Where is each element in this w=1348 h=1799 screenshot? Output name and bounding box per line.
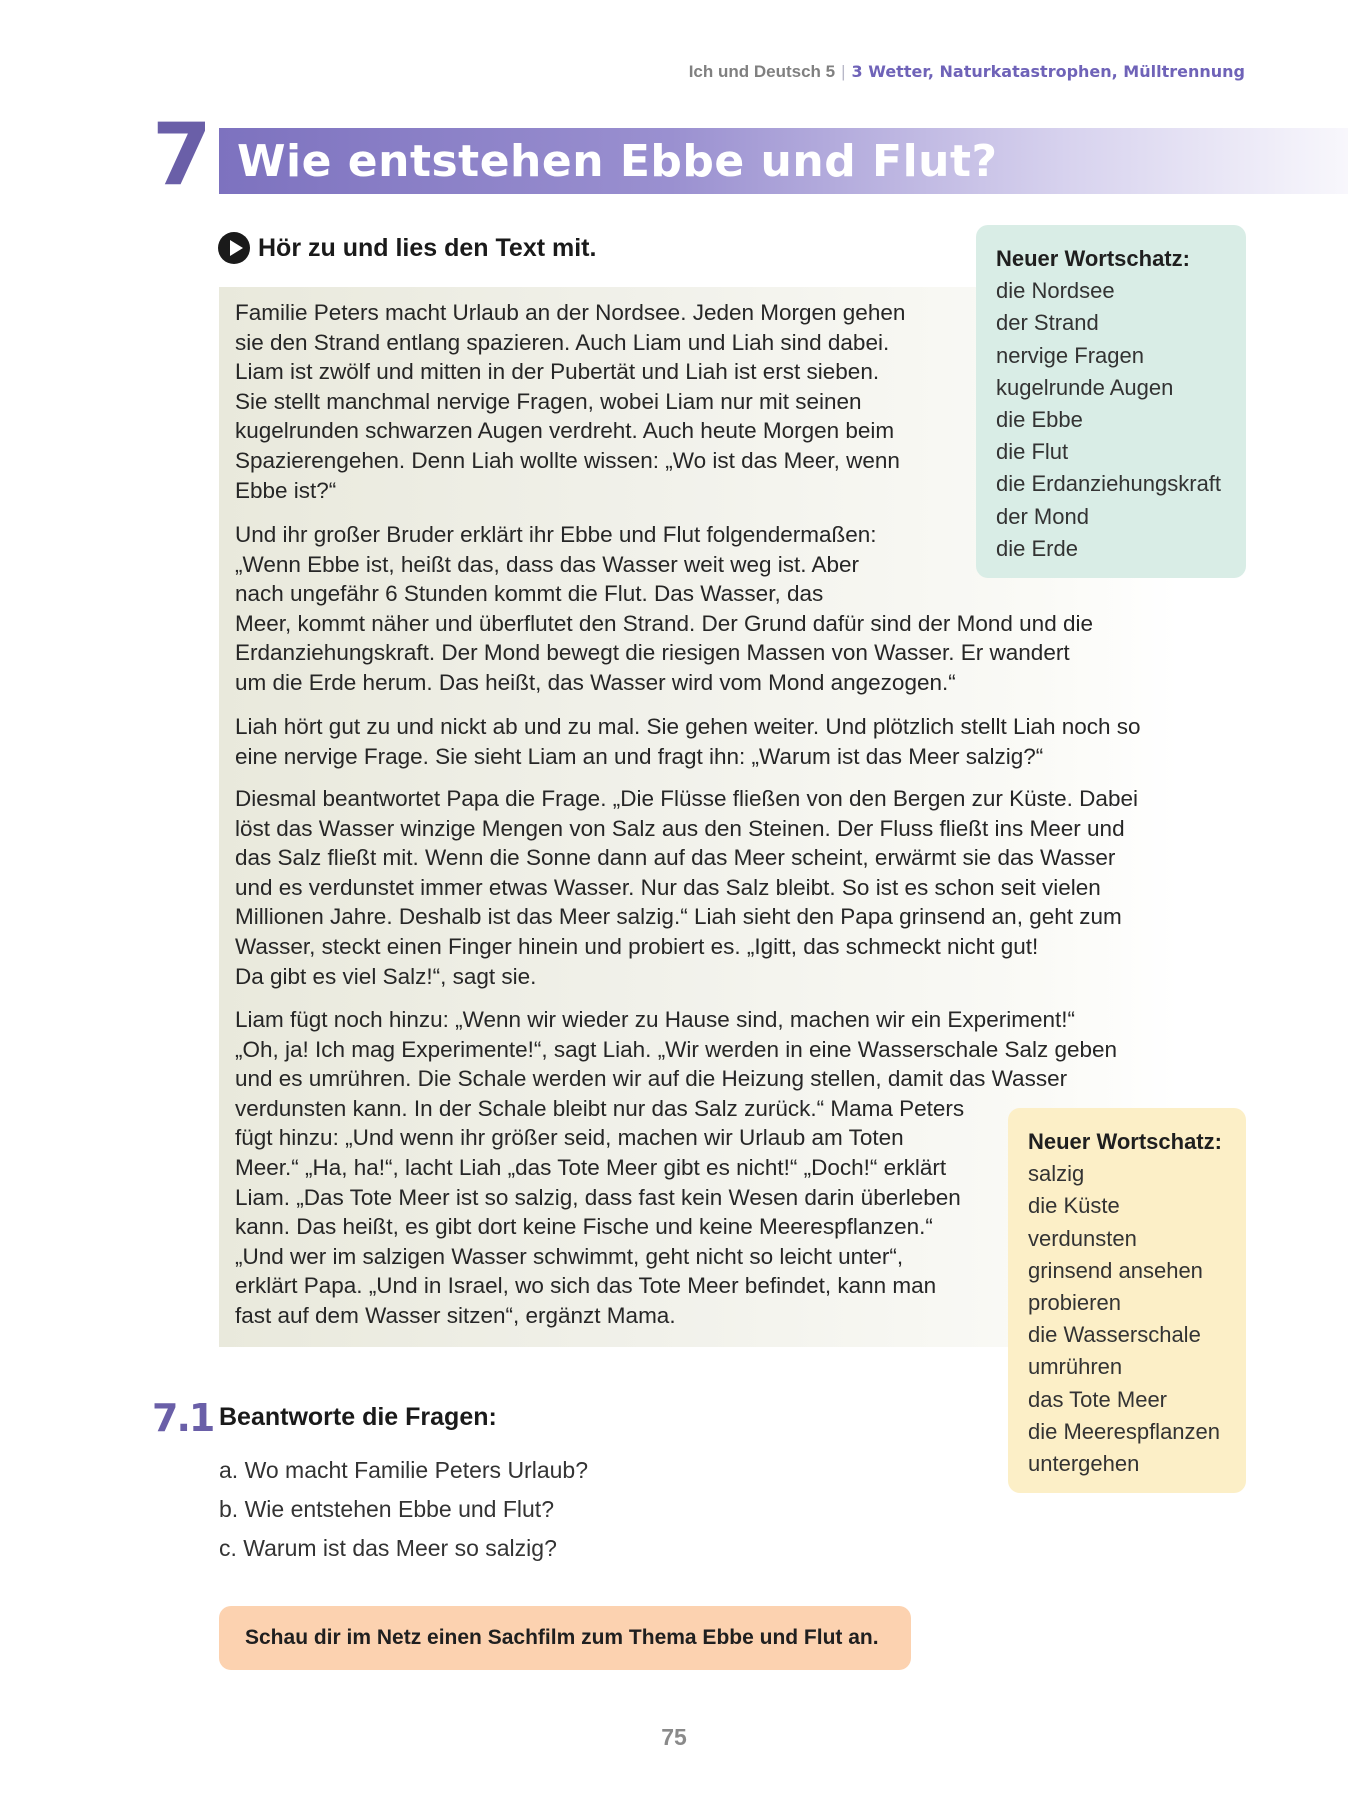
exercise-number: 7.1 bbox=[152, 1396, 214, 1440]
text-line: Erdanziehungskraft. Der Mond bewegt die riesigen Massen von Wasser. Er wandert bbox=[235, 640, 1070, 666]
running-header bbox=[689, 62, 1245, 82]
tip-text: Schau dir im Netz einen Sachfilm zum Thema Ebbe und Flut an. bbox=[245, 1626, 879, 1649]
text-line: Millionen Jahre. Deshalb ist das Meer salzig.“ Liah sieht den Papa grinsend an, geht zum bbox=[235, 904, 1122, 930]
vocab-item: die Wasserschale bbox=[1028, 1322, 1201, 1348]
vocab-item: die Ebbe bbox=[996, 407, 1083, 433]
text-line: sie den Strand entlang spazieren. Auch Liam und Liah sind dabei. bbox=[235, 329, 890, 355]
vocab-title: Neuer Wortschatz: bbox=[1028, 1129, 1222, 1154]
vocab-box-green bbox=[976, 225, 1246, 578]
story-paragraph-5 bbox=[235, 1005, 1117, 1331]
vocab-item: die Flut bbox=[996, 439, 1069, 465]
play-icon[interactable] bbox=[218, 232, 250, 264]
text-line: Liam fügt noch hinzu: „Wenn wir wieder zu Hause sind, machen wir ein Experiment!“ bbox=[235, 1007, 1075, 1032]
text-line: Familie Peters macht Urlaub an der Nordsee. Jeden Morgen gehen bbox=[235, 300, 906, 325]
vocab-item: grinsend ansehen bbox=[1028, 1257, 1203, 1283]
vocab-item: die Erdanziehungskraft bbox=[996, 471, 1222, 497]
text-line: „Und wer im salzigen Wasser schwimmt, geht nicht so leicht unter“, bbox=[235, 1243, 904, 1269]
question-item: c. Warum ist das Meer so salzig? bbox=[219, 1535, 557, 1561]
text-line: kann. Das heißt, es gibt dort keine Fische und keine Meerespflanzen.“ bbox=[235, 1214, 933, 1240]
tip-box bbox=[219, 1606, 911, 1670]
text-line: fügt hinzu: „Und wenn ihr größer seid, machen wir Urlaub am Toten bbox=[235, 1125, 904, 1151]
vocab-box-yellow bbox=[1008, 1108, 1246, 1493]
section-title-bar bbox=[219, 128, 1348, 194]
vocab-item: der Strand bbox=[996, 310, 1099, 336]
page-number: 75 bbox=[661, 1724, 687, 1750]
text-line: und es verdunstet immer etwas Wasser. Nur das Salz bleibt. So ist es schon seit vielen bbox=[235, 874, 1101, 900]
question-list bbox=[219, 1455, 588, 1572]
question-item: a. Wo macht Familie Peters Urlaub? bbox=[219, 1457, 588, 1483]
vocab-item: die Nordsee bbox=[996, 278, 1115, 304]
listening-instruction bbox=[218, 232, 596, 264]
text-line: Ebbe ist?“ bbox=[235, 477, 337, 503]
question-item: b. Wie entstehen Ebbe und Flut? bbox=[219, 1496, 554, 1522]
text-line: „Oh, ja! Ich mag Experimente!“, sagt Liah. „Wir werden in eine Wasserschale Salz geben bbox=[235, 1036, 1118, 1062]
text-line: das Salz fließt mit. Wenn die Sonne dann auf das Meer scheint, erwärmt sie das Wasser bbox=[235, 845, 1116, 871]
section-number: 7 bbox=[152, 105, 208, 205]
book-title: Ich und Deutsch 5 bbox=[688, 62, 836, 81]
text-line: Liam ist zwölf und mitten in der Pubertät und Liah ist erst sieben. bbox=[235, 359, 880, 385]
text-line: verdunsten kann. In der Schale bleibt nur das Salz zurück.“ Mama Peters bbox=[235, 1095, 965, 1121]
text-line: erklärt Papa. „Und in Israel, wo sich das Tote Meer befindet, kann man bbox=[235, 1273, 937, 1299]
text-line: Meer.“ „Ha, ha!“, lacht Liah „das Tote Meer gibt es nicht!“ „Doch!“ erklärt bbox=[235, 1154, 947, 1180]
text-line: Meer, kommt näher und überflutet den Strand. Der Grund dafür sind der Mond und die bbox=[235, 610, 1093, 636]
vocab-item: untergehen bbox=[1028, 1451, 1140, 1477]
text-line: „Wenn Ebbe ist, heißt das, dass das Wasser weit weg ist. Aber bbox=[235, 551, 860, 577]
header-separator: | bbox=[841, 62, 846, 81]
story-paragraph-4 bbox=[235, 784, 1138, 991]
text-line: kugelrunden schwarzen Augen verdreht. Auch heute Morgen beim bbox=[235, 418, 895, 444]
text-line: und es umrühren. Die Schale werden wir auf die Heizung stellen, damit das Wasser bbox=[235, 1066, 1068, 1092]
exercise-title: Beantworte die Fragen: bbox=[219, 1403, 497, 1431]
vocab-item: kugelrunde Augen bbox=[996, 374, 1174, 400]
text-line: Und ihr großer Bruder erklärt ihr Ebbe und Flut folgendermaßen: bbox=[235, 522, 877, 547]
vocab-item: die Küste bbox=[1028, 1193, 1120, 1219]
instruction-text: Hör zu und lies den Text mit. bbox=[258, 233, 597, 262]
text-line: Liah hört gut zu und nickt ab und zu mal. Sie gehen weiter. Und plötzlich stellt Liah noch so bbox=[235, 714, 1141, 739]
vocab-item: der Mond bbox=[996, 503, 1089, 529]
story-paragraph-2 bbox=[235, 520, 1093, 698]
text-line: eine nervige Frage. Sie sieht Liam an und fragt ihn: „Warum ist das Meer salzig?“ bbox=[235, 743, 1044, 769]
vocab-item: salzig bbox=[1028, 1161, 1085, 1187]
vocab-item: umrühren bbox=[1028, 1354, 1123, 1380]
text-line: um die Erde herum. Das heißt, das Wasser wird vom Mond angezogen.“ bbox=[235, 669, 956, 695]
story-paragraph-1 bbox=[235, 298, 905, 505]
section-title: Wie entstehen Ebbe und Flut? bbox=[237, 136, 998, 187]
text-line: Wasser, steckt einen Finger hinein und probiert es. „Igitt, das schmeckt nicht gut! bbox=[235, 933, 1039, 959]
story-paragraph-3 bbox=[235, 712, 1141, 771]
text-line: fast auf dem Wasser sitzen“, ergänzt Mama. bbox=[235, 1302, 676, 1328]
vocab-item: das Tote Meer bbox=[1028, 1386, 1168, 1412]
text-line: Da gibt es viel Salz!“, sagt sie. bbox=[235, 963, 537, 989]
vocab-item: verdunsten bbox=[1028, 1225, 1137, 1251]
text-line: Sie stellt manchmal nervige Fragen, wobei Liam nur mit seinen bbox=[235, 388, 862, 414]
text-line: Diesmal beantwortet Papa die Frage. „Die Flüsse fließen von den Bergen zur Küste. Dabei bbox=[235, 786, 1138, 811]
chapter-title: 3 Wetter, Naturkatastrophen, Mülltrennung bbox=[851, 62, 1245, 81]
vocab-item: die Erde bbox=[996, 535, 1078, 561]
vocab-item: die Meerespflanzen bbox=[1028, 1418, 1221, 1444]
vocab-item: nervige Fragen bbox=[996, 342, 1144, 368]
vocab-title: Neuer Wortschatz: bbox=[996, 246, 1190, 271]
text-line: Spazierengehen. Denn Liah wollte wissen: „Wo ist das Meer, wenn bbox=[235, 447, 900, 473]
text-line: Liam. „Das Tote Meer ist so salzig, dass fast kein Wesen darin überleben bbox=[235, 1184, 961, 1210]
text-line: löst das Wasser winzige Mengen von Salz aus den Steinen. Der Fluss fließt ins Meer und bbox=[235, 815, 1125, 841]
text-line: nach ungefähr 6 Stunden kommt die Flut. Das Wasser, das bbox=[235, 581, 824, 607]
vocab-item: probieren bbox=[1028, 1290, 1121, 1316]
